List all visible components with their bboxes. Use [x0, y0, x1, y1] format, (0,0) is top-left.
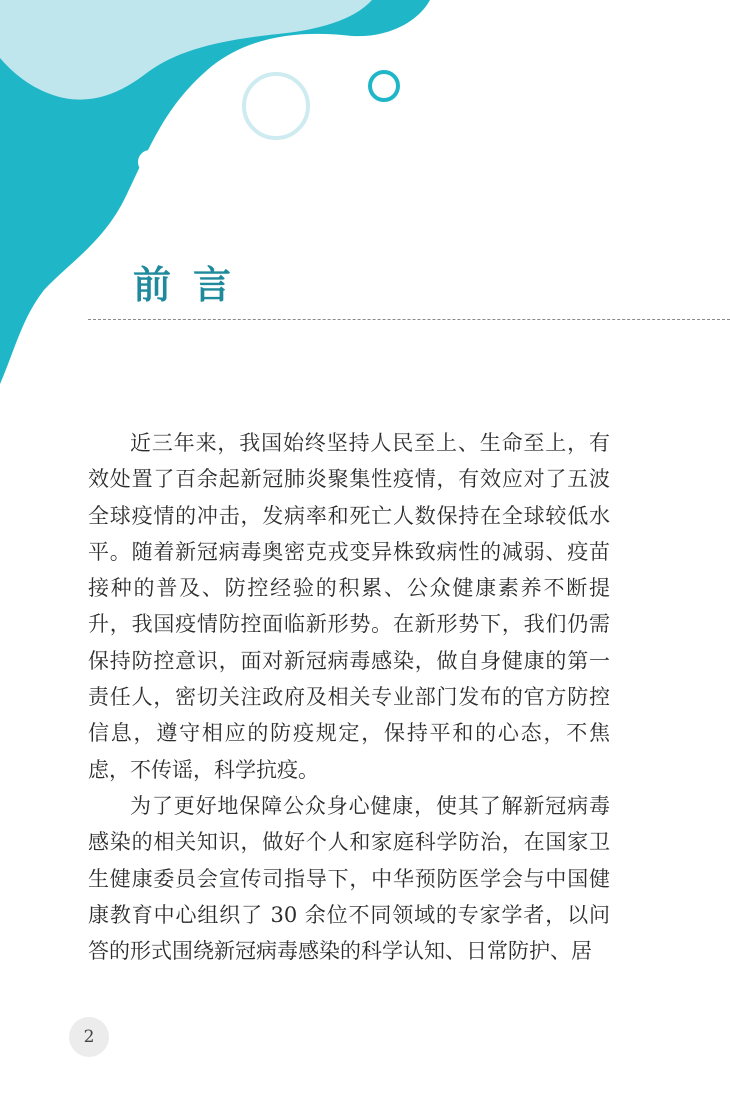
preface-body: [88, 425, 610, 969]
page-number: 2: [83, 1027, 95, 1047]
paragraph-2: 为了更好地保障公众身心健康，使其了解新冠病毒感染的相关知识，做好个人和家庭科学防治，在国家卫生健康委员会宣传司指导下，中华预防医学会与中国健康教育中心组织了 30 余位不同领域的专家学者，以问答的形式围绕新冠病毒感染的科学认知、日常防护、居: [88, 793, 610, 964]
page-title: 前言: [133, 263, 254, 307]
title-divider: [88, 319, 730, 320]
outline-circle-small: [370, 72, 398, 100]
page-number-badge: [69, 1017, 109, 1057]
paragraph-1: 近三年来，我国始终坚持人民至上、生命至上，有效处置了百余起新冠肺炎聚集性疫情，有效应对了五波全球疫情的冲击，发病率和死亡人数保持在全球较低水平。随着新冠病毒奥密克戎变异株致病性的减弱、疫苗接种的普及、防控经验的积累、公众健康素养不断提升，我国疫情防控面临新形势。在新形势下，我们仍需保持防控意识，面对新冠病毒感染，做自身健康的第一责任人，密切关注政府及相关专业部门发布的官方防控信息，遵守相应的防疫规定，保持平和的心态，不焦虑，不传谣，科学抗疫。: [88, 431, 610, 782]
corner-wave-decoration: [0, 0, 730, 420]
white-dot: [138, 150, 162, 174]
outline-circle-large: [244, 74, 308, 138]
